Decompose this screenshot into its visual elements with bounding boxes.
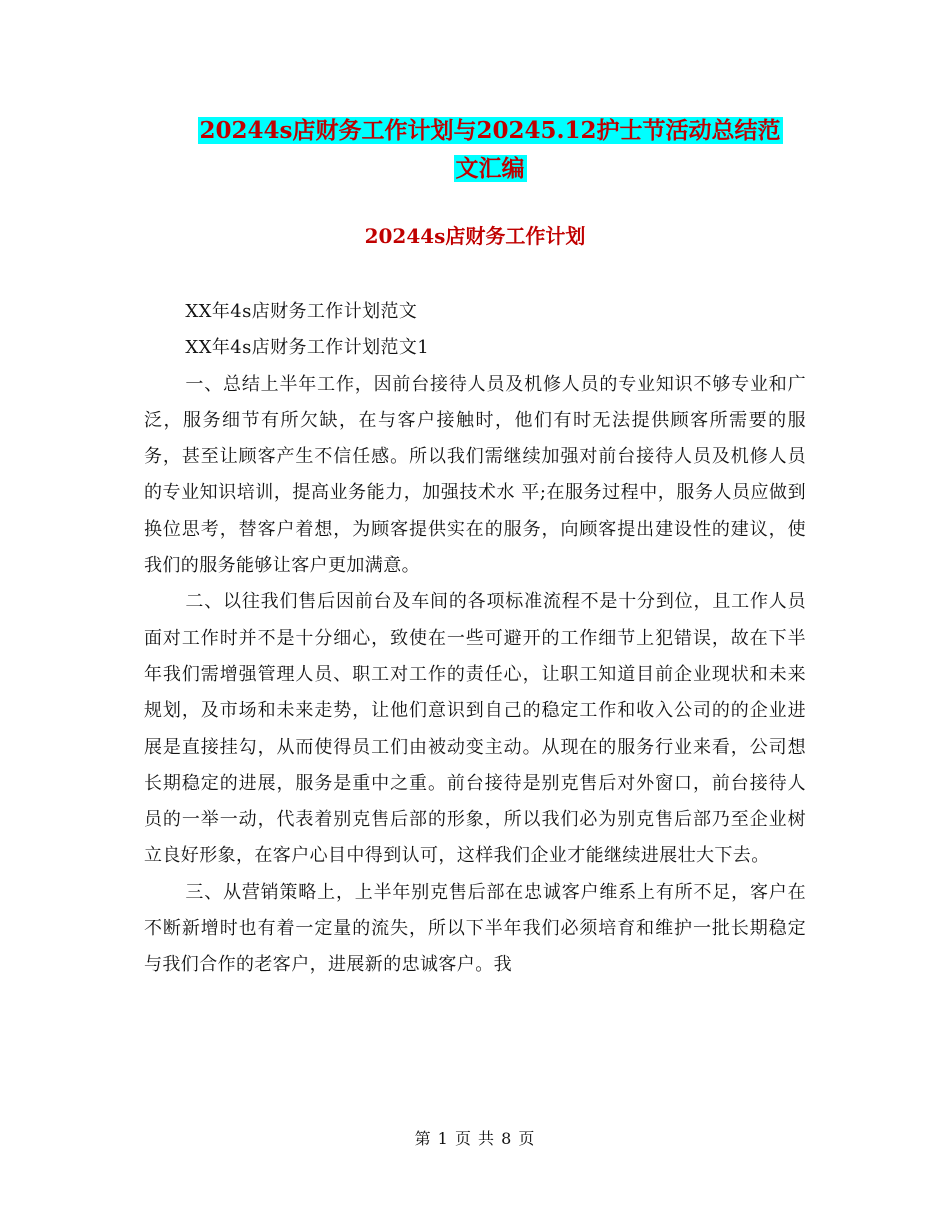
title-line-1: 20244s店财务工作计划与20245.12护士节活动总结范 (199, 117, 781, 144)
paragraph: 二、以往我们售后因前台及车间的各项标准流程不是十分到位，且工作人员面对工作时并不是十分细心，致使在一些可避开的工作细节上犯错误，故在下半年我们需增强管理人员、职工对工作的责任心，让职工知道目前企业现状和未来规划，及市场和未来走势，让他们意识到自己的稳定工作和收入公司的的企业进展是直接挂勾，从而使得员工们由被动变主动。从现在的服务行业来看，公司想长期稳定的进展，服务是重中之重。前台接待是别克售后对外窗口，前台接待人员的一举一动，代表着别克售后部的形象，所以我们必为别克售后部乃至企业树立良好形象，在客户心目中得到认可，这样我们企业才能继续进展壮大下去。 (144, 591, 806, 867)
section-heading: 20244s店财务工作计划 (364, 224, 586, 248)
document-title (150, 112, 830, 188)
paragraph: XX年4s店财务工作计划范文1 (185, 337, 430, 359)
title-line-2: 文汇编 (455, 155, 525, 182)
paragraph: XX年4s店财务工作计划范文 (185, 301, 418, 322)
paragraph: 一、总结上半年工作，因前台接待人员及机修人员的专业知识不够专业和广泛，服务细节有所欠缺，在与客户接触时，他们有时无法提供顾客所需要的服务，甚至让顾客产生不信任感。所以我们需继续加强对前台接待人员及机修人员的专业知识培训，提高业务能力，加强技术水 平;在服务过程中，服务人员应做到换位思考，替客户着想，为顾客提供实在的服务，向顾客提出建设性的建议，使我们的服务能够让客户更加满意。 (144, 373, 806, 577)
page-footer: 第 1 页 共 8 页 (414, 1129, 536, 1148)
paragraph: 三、从营销策略上，上半年别克售后部在忠诚客户维系上有所不足，客户在不断新增时也有着一定量的流失，所以下半年我们必须培育和维护一批长期稳定与我们合作的老客户，进展新的忠诚客户。我 (144, 881, 806, 976)
document-body (144, 294, 806, 984)
